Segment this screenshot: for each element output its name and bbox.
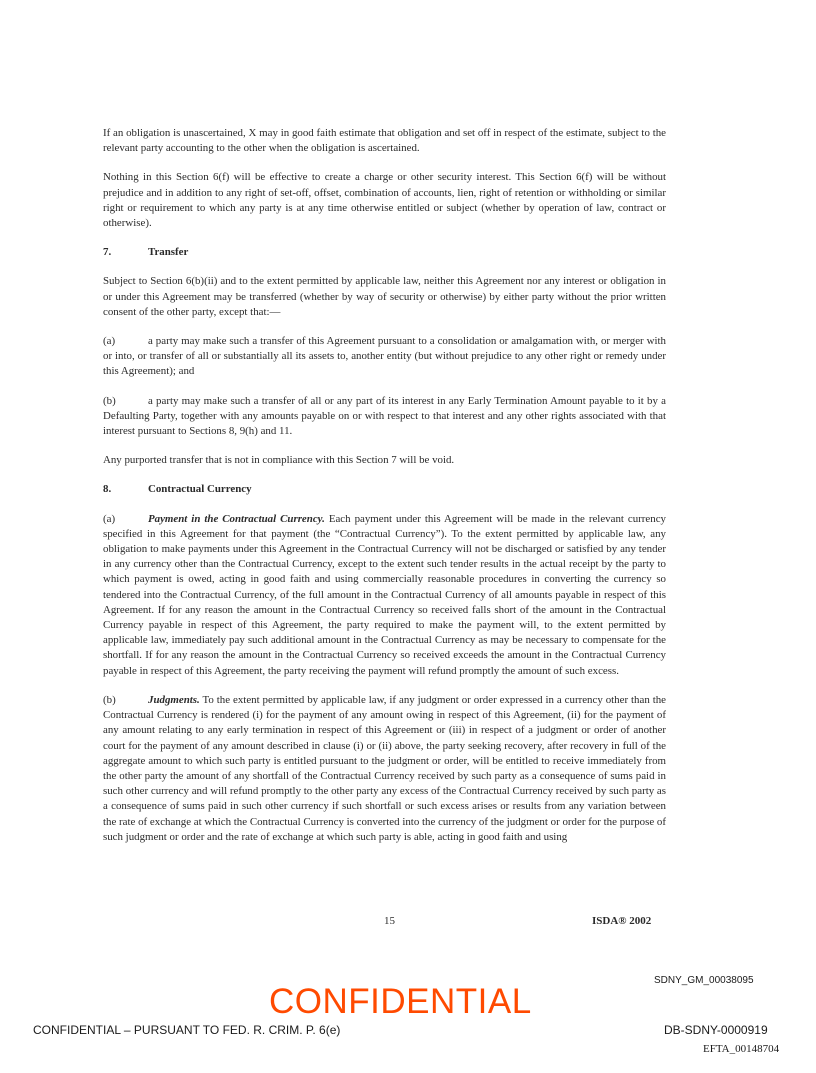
document-body xyxy=(103,126,666,859)
section-7-heading xyxy=(103,245,666,260)
section-7-item-b xyxy=(103,394,666,440)
section-8-heading xyxy=(103,482,666,497)
bates-number-gm: SDNY_GM_00038095 xyxy=(654,975,754,986)
item-text: Each payment under this Agreement will be made in the relevant currency specified in this Agreement for that payment (the “Contractual Currency”). To the extent permitted by applicable law, any obligation to make payments under this Agreement in the Contractual Currency will not be discharged or satisfied by any tender in any currency other than the Contractual Currency, except to the extent such tender results in the actual receipt by the party to which payment is owed, acting in good faith and using commercially reasonable procedures in converting the currency so tendered into the Contractual Currency, of the full amount in the Contractual Currency of all amounts payable in respect of this Agreement. If for any reason the amount in the Contractual Currency so received falls short of the amount in the Contractual Currency payable in respect of this Agreement, the party required to make the payment will, to the extent permitted by applicable law, immediately pay such additional amount in the Contractual Currency as may be necessary to compensate for the shortfall. If for any reason the amount in the Contractual Currency so received exceeds the amount in the Contractual Currency payable in respect of this Agreement, the party receiving the payment will refund promptly the amount of such excess. xyxy=(103,512,666,677)
section-number: 8. xyxy=(103,483,112,496)
section-number: 7. xyxy=(103,246,112,259)
item-label: (b) xyxy=(103,693,116,706)
section-title: Transfer xyxy=(148,246,189,259)
item-label: (a) xyxy=(103,512,116,525)
section-7-item-a xyxy=(103,334,666,380)
item-label: (a) xyxy=(103,335,116,348)
confidential-stamp: CONFIDENTIAL xyxy=(269,982,532,1021)
paragraph-setoff-security: Nothing in this Section 6(f) will be effective to create a charge or other security interest. This Section 6(f) will be without prejudice and in addition to any right of set-off, offset, combination of accounts, lien, right of retention or withholding or similar right or requirement to which any party is at any time otherwise entitled or subject (whether by operation of law, contract or otherwise). xyxy=(103,171,666,230)
bates-number-db: DB-SDNY-0000919 xyxy=(664,1023,768,1037)
item-text: a party may make such a transfer of all or any part of its interest in any Early Termination Amount payable to it by a Defaulting Party, together with any amounts payable on or with respect to that interest and any other rights associated with that interest pursuant to Sections 8, 9(h) and 11. xyxy=(103,394,666,438)
efta-number: EFTA_00148704 xyxy=(703,1043,780,1055)
section-7-intro: Subject to Section 6(b)(ii) and to the extent permitted by applicable law, neither this Agreement nor any interest or obligation in or under this Agreement may be transferred (whether by way of security or otherwise) by either party without the prior written consent of the other party, except that:— xyxy=(103,275,666,318)
section-8-item-a xyxy=(103,512,666,679)
confidentiality-notice: CONFIDENTIAL – PURSUANT TO FED. R. CRIM. P. 6(e) xyxy=(33,1023,341,1037)
section-title: Contractual Currency xyxy=(148,483,252,496)
item-text: To the extent permitted by applicable law, if any judgment or order expressed in a currency other than the Contractual Currency is rendered (i) for the payment of any amount owing in respect of this Agreement, (ii) for the payment of any amount relating to any early termination in respect of this Agreement or (iii) in respect of a judgment or order of another court for the payment of any amount described in clause (i) or (ii) above, the party seeking recovery, after recovery in full of the aggregate amount to which such party is entitled pursuant to the judgment or order, will be entitled to receive immediately from the other party the amount of any shortfall of the Contractual Currency received by such party as a consequence of sums paid in such other currency and will refund promptly to the other party any excess of the Contractual Currency received by such party as a consequence of sums paid in such other currency if such shortfall or such excess arises or results from any variation between the rate of exchange at which the Contractual Currency is converted into the currency of the judgment or order for the purpose of such judgment or order and the rate of exchange at which such party is able, acting in good faith and using xyxy=(103,693,667,843)
section-7-closing: Any purported transfer that is not in compliance with this Section 7 will be void. xyxy=(103,454,455,467)
item-heading: Judgments. xyxy=(148,693,200,706)
item-label: (b) xyxy=(103,394,116,407)
paragraph-setoff-estimate: If an obligation is unascertained, X may in good faith estimate that obligation and set off in respect of the estimate, subject to the relevant party accounting to the other when the obligation is ascertained. xyxy=(103,127,666,155)
page-number: 15 xyxy=(384,915,395,927)
section-8-item-b xyxy=(103,693,666,845)
item-heading: Payment in the Contractual Currency. xyxy=(148,512,325,525)
item-text: a party may make such a transfer of this Agreement pursuant to a consolidation or amalgamation with, or merger with or into, or transfer of all or substantially all its assets to, another entity (but without prejudice to any other right or remedy under this Agreement); and xyxy=(103,335,666,378)
document-brand: ISDA® 2002 xyxy=(592,915,652,927)
